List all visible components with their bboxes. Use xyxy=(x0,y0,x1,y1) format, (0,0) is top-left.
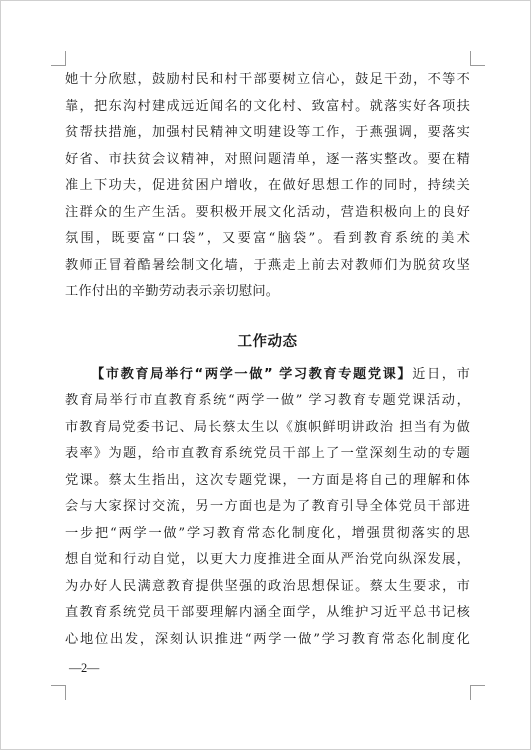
text-line: 氛围，既要富“口袋”，又要富“脑袋”。看到教育系统的美术 xyxy=(65,231,470,246)
text-line: 会与大家探讨交流，另一方面也是为了教育引导全体党员干部进 xyxy=(65,499,470,514)
text-line: 教师正冒着酷暑绘制文化墙，于燕走上前去对教师们为脱贫攻坚 xyxy=(65,257,470,273)
text-span: 近日，市 xyxy=(412,366,470,382)
text-line: 为办好人民满意教育提供坚强的政治思想保证。蔡太生要求，市 xyxy=(65,578,470,594)
text-line: 贫帮扶措施，加强村民精神文明建设等工作，于燕强调，要落实 xyxy=(65,125,470,140)
crop-mark-top-right xyxy=(470,51,485,66)
section-title: 工作动态 xyxy=(237,333,298,350)
page-number: —2— xyxy=(69,661,99,675)
crop-mark-top-left xyxy=(51,51,66,66)
text-line xyxy=(65,362,470,389)
text-line: 心地位出发，深刻认识推进“两学一做”学习教育常态化制度化 xyxy=(65,631,470,647)
crop-mark-bottom-right xyxy=(470,685,485,700)
news-headline: 【市教育局举行“两学一做” 学习教育专题党课】 xyxy=(91,366,413,382)
text-line: 好省、市扶贫会议精神，对照问题清单，逐一落实整改。要在精 xyxy=(65,151,470,167)
paragraph-visit xyxy=(65,67,470,306)
text-line: 表率》为题，给市直教育系统党员干部上了一堂深刻生动的专题 xyxy=(65,446,470,461)
text-line: 直教育系统党员干部要理解内涵全面学，从维护习近平总书记核 xyxy=(65,605,470,620)
page-content xyxy=(65,67,470,653)
text-line: 市教育局党委书记、局长蔡太生以《旗帜鲜明讲政治 担当有为做 xyxy=(65,419,470,435)
crop-mark-bottom-left xyxy=(51,685,66,700)
text-line: 她十分欣慰，鼓励村民和村干部要树立信心，鼓足干劲，不等不 xyxy=(65,72,470,87)
text-line: 教育局举行市直教育系统“两学一做” 学习教育专题党课活动， xyxy=(65,393,470,408)
text-line: 准上下功夫，促进贫困户增收，在做好思想工作的同时，持续关 xyxy=(65,178,470,193)
text-line: 靠，把东沟村建成远近闻名的文化村、致富村。就落实好各项扶 xyxy=(65,98,470,114)
text-line: 工作付出的辛勤劳动表示亲切慰问。 xyxy=(65,284,280,299)
text-line: 一步把“两学一做”学习教育常态化制度化，增强贯彻落实的思 xyxy=(65,525,470,541)
paragraph-party-lecture xyxy=(65,362,470,654)
text-line: 注群众的生产生活。要积极开展文化活动，营造积极向上的良好 xyxy=(65,204,470,220)
text-line: 想自觉和行动自觉，以更大力度推进全面从严治党向纵深发展， xyxy=(65,552,470,567)
text-line: 党课。蔡太生指出，这次专题党课，一方面是将自己的理解和体 xyxy=(65,472,470,488)
